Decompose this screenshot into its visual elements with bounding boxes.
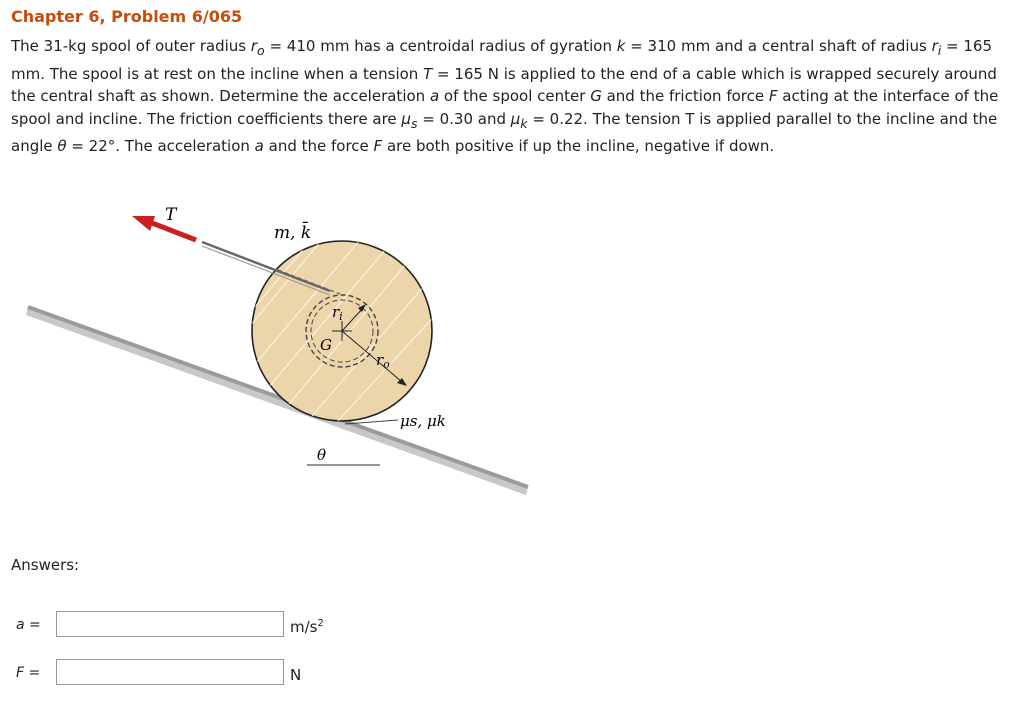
- spool-incline-figure: [0, 190, 540, 520]
- friction-force-input[interactable]: [56, 659, 284, 685]
- acceleration-unit: $m/s^2$: [290, 618, 324, 636]
- theta-label: θ: [317, 446, 327, 464]
- spool-body: [230, 230, 440, 435]
- ro-label: $r_o$: [376, 351, 390, 371]
- mass-label: m, k̄: [274, 223, 312, 243]
- tension-label: T: [165, 205, 177, 225]
- ri-label: $r_i$: [332, 303, 343, 323]
- answer-label-f: F =: [16, 665, 41, 681]
- acceleration-input[interactable]: [56, 611, 284, 637]
- answer-label-a: a =: [16, 617, 41, 633]
- tension-arrow: [132, 216, 196, 240]
- friction-label: μs, μk: [400, 412, 446, 430]
- g-label: G: [320, 336, 332, 354]
- friction-force-unit: N: [290, 666, 302, 684]
- problem-statement: The 31-kg spool of outer radius $r_o = 410$ mm has a centroidal radius of gyration k = 310 mm and a central shaft of radius $r_i = 165$ mm. The spool is at rest on the incline when a tension T = 165 N is applied to the end of a cable which is wrapped securely around the central shaft as shown. Determine the acceleration a of the spool center G and the friction force F acting at the interface of the spool and incline. The friction coefficients there are $\mu_s = 0.30$ and $\mu_k = 0.22$. The tension T is applied parallel to the incline and the angle θ = 22°. The acceleration a and the force F are both positive if up the incline, negative if down.: [11, 37, 999, 155]
- problem-title: Chapter 6, Problem 6/065: [11, 7, 243, 26]
- answers-heading: Answers:: [11, 556, 80, 574]
